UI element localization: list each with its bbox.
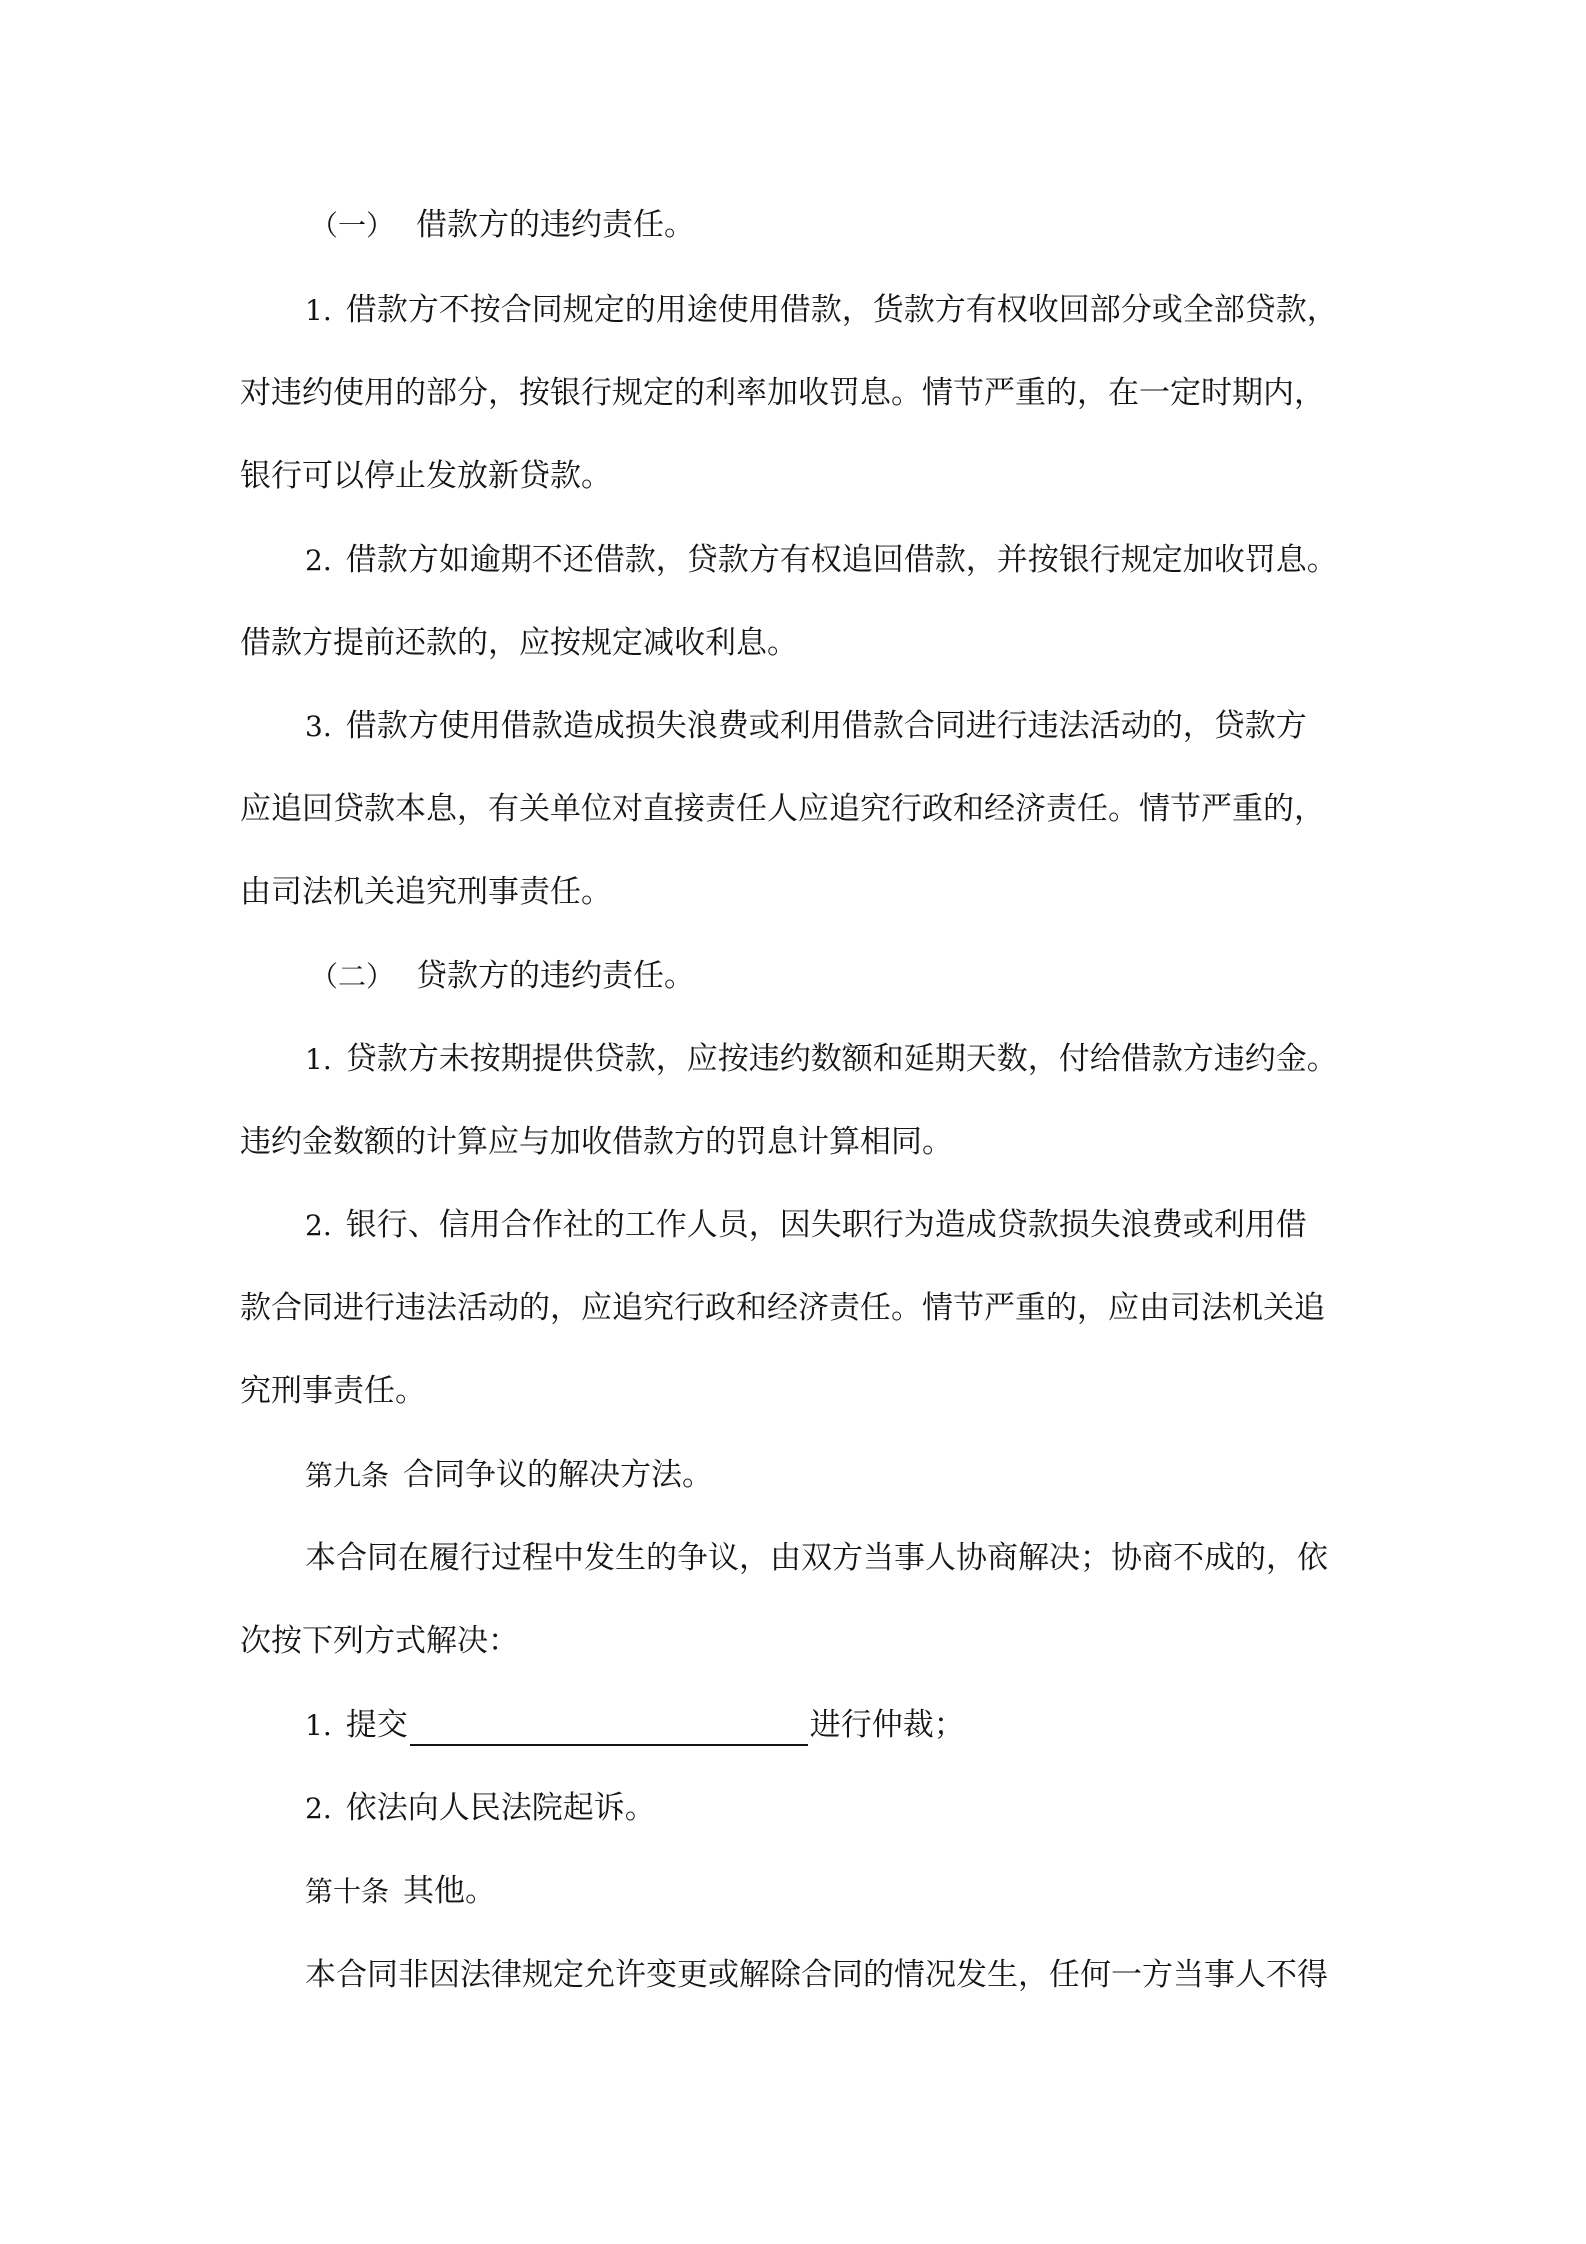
clause-5-line-3: 究刑事责任。 [240, 1373, 426, 1409]
article-9-item-1 [305, 1705, 1425, 1746]
item-text-after: 进行仲裁； [809, 1707, 965, 1743]
clause-3-line-1 [305, 706, 1425, 747]
section-title: 贷款方的违约责任。 [416, 958, 696, 994]
item-number: 1. [305, 1709, 332, 1742]
clause-1-line-1 [305, 290, 1360, 331]
clause-1-line-3: 银行可以停止发放新贷款。 [240, 458, 612, 494]
section-heading-1 [310, 205, 1430, 246]
article-9-item-2 [305, 1788, 1425, 1829]
item-text-before: 提交 [345, 1707, 408, 1743]
item-number: 2. [305, 1792, 332, 1825]
clause-5-line-2: 款合同进行违法活动的，应追究行政和经济责任。情节严重的，应由司法机关追 [240, 1290, 1325, 1326]
section-number: （二） [310, 960, 395, 993]
clause-4-line-1 [305, 1039, 1425, 1080]
article-number: 第九条 [305, 1459, 390, 1492]
clause-4-line-2: 违约金数额的计算应与加收借款方的罚息计算相同。 [240, 1124, 953, 1160]
clause-number: 1. [305, 294, 332, 327]
clause-3-line-2: 应追回贷款本息，有关单位对直接责任人应追究行政和经济责任。情节严重的， [240, 791, 1325, 827]
article-10-heading [305, 1871, 1425, 1912]
item-text: 依法向人民法院起诉。 [345, 1790, 656, 1826]
article-number: 第十条 [305, 1875, 390, 1908]
article-9-para-line-1: 本合同在履行过程中发生的争议，由双方当事人协商解决；协商不成的，依 [305, 1540, 1328, 1576]
fill-in-blank[interactable] [410, 1708, 808, 1746]
clause-3-line-3: 由司法机关追究刑事责任。 [240, 874, 612, 910]
clause-5-line-1 [305, 1205, 1425, 1246]
section-number: （一） [310, 209, 395, 242]
clause-text: 贷款方未按期提供贷款，应按违约数额和延期天数，付给借款方违约金。 [345, 1041, 1338, 1077]
article-9-para-line-2: 次按下列方式解决： [240, 1623, 519, 1659]
clause-text: 借款方使用借款造成损失浪费或利用借款合同进行违法活动的，贷款方 [345, 708, 1307, 744]
clause-2-line-2: 借款方提前还款的，应按规定减收利息。 [240, 625, 798, 661]
clause-1-line-2: 对违约使用的部分，按银行规定的利率加收罚息。情节严重的，在一定时期内， [240, 375, 1325, 411]
section-title: 借款方的违约责任。 [416, 207, 696, 243]
clause-text: 借款方如逾期不还借款，贷款方有权追回借款，并按银行规定加收罚息。 [345, 542, 1338, 578]
clause-2-line-1 [305, 540, 1425, 581]
clause-number: 3. [305, 710, 332, 743]
clause-number: 2. [305, 544, 332, 577]
clause-number: 2. [305, 1209, 332, 1242]
clause-text: 银行、信用合作社的工作人员，因失职行为造成贷款损失浪费或利用借 [345, 1207, 1307, 1243]
article-title: 其他。 [403, 1873, 497, 1909]
clause-text: 借款方不按合同规定的用途使用借款，货款方有权收回部分或全部贷款， [345, 292, 1338, 328]
section-heading-2 [310, 956, 1430, 997]
clause-number: 1. [305, 1043, 332, 1076]
article-title: 合同争议的解决方法。 [403, 1457, 714, 1493]
article-10-para-line-1: 本合同非因法律规定允许变更或解除合同的情况发生，任何一方当事人不得 [305, 1957, 1328, 1993]
article-9-heading [305, 1455, 1425, 1496]
